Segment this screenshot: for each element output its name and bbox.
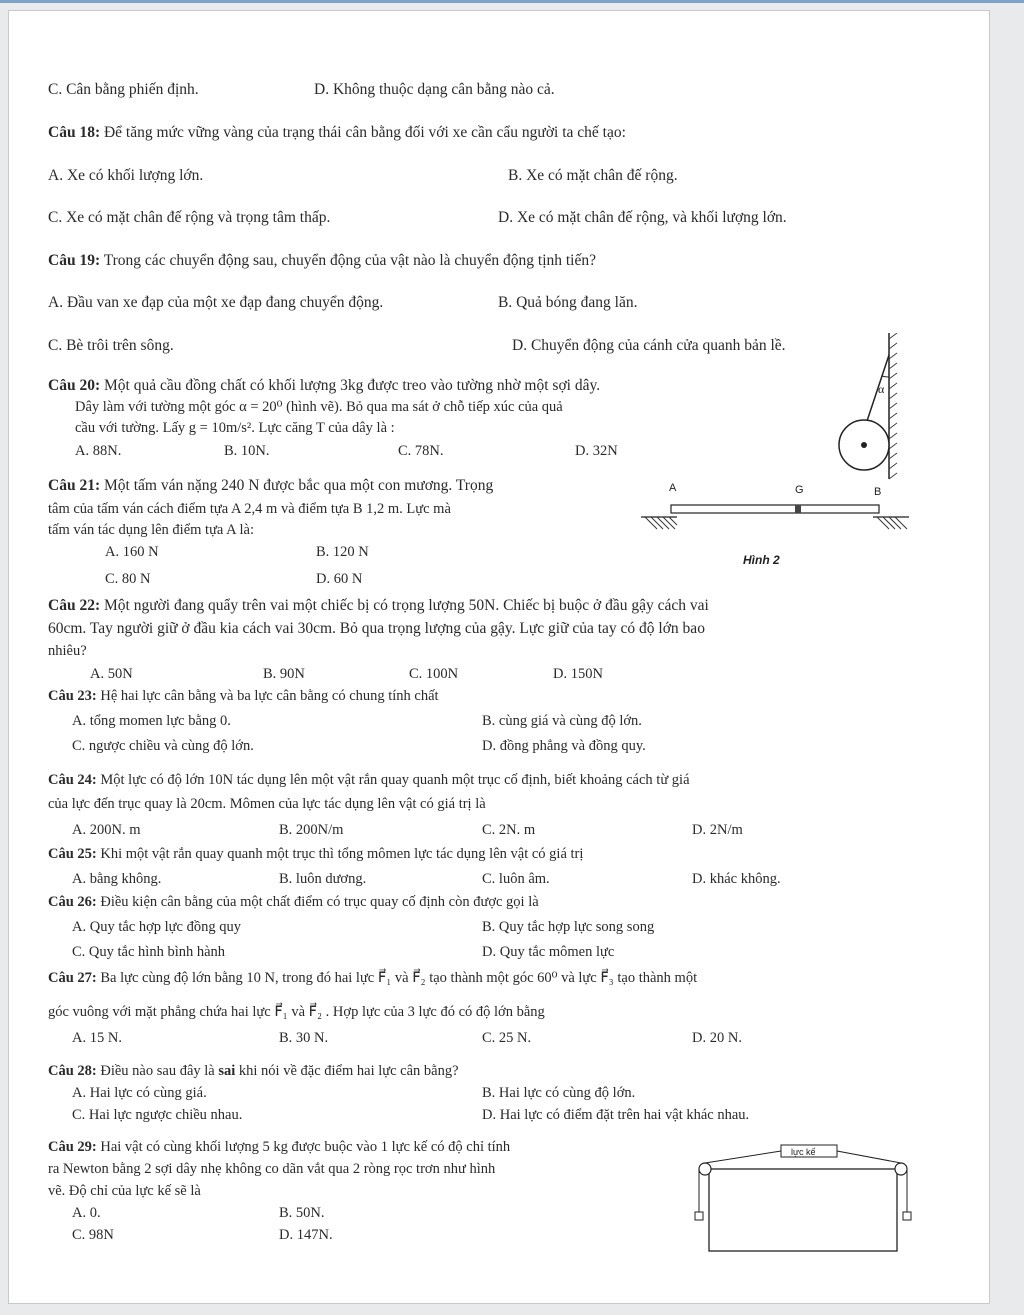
question-21 — [48, 477, 493, 495]
question-number: Câu 21: — [48, 477, 101, 494]
question-number: Câu 18: — [48, 124, 101, 141]
support-a-label: A — [669, 482, 677, 494]
q25-option-d: D. khác không. — [692, 871, 781, 887]
question-20 — [48, 377, 600, 395]
q27-option-c: C. 25 N. — [482, 1030, 532, 1046]
q22-text-line2: 60cm. Tay người giữ ở đầu kia cách vai 30cm. Bỏ qua trọng lượng của gậy. Lực giữ của tay có độ lớn bao — [48, 620, 705, 637]
q28-option-b: B. Hai lực có cùng độ lớn. — [482, 1085, 636, 1101]
q21-figure-plank — [637, 477, 911, 569]
q21-option-b: B. 120 N — [316, 544, 369, 560]
q29-figure-pulleys — [687, 1137, 917, 1255]
question-number: Câu 26: — [48, 894, 97, 910]
question-text: Một tấm ván nặng 240 N được bắc qua một con mương. Trọng — [103, 477, 494, 494]
q22-text-line3: nhiêu? — [48, 643, 87, 659]
q24-text-line2: của lực đến trục quay là 20cm. Mômen của lực tác dụng lên vật có giá trị là — [48, 796, 486, 812]
question-26 — [48, 893, 539, 911]
question-text: Ba lực cùng độ lớn bằng 10 N, trong đó hai lực F⃗₁ và F⃗₂ tạo thành một góc 60⁰ và lực F⃗₃ tạo thành một — [100, 970, 698, 986]
q27-option-b: B. 30 N. — [279, 1030, 329, 1046]
q23-option-d: D. đồng phẳng và đồng quy. — [482, 738, 646, 754]
question-text: Để tăng mức vững vàng của trạng thái cân bằng đối với xe cần cẩu người ta chế tạo: — [103, 124, 626, 141]
q29-option-a: A. 0. — [72, 1205, 101, 1221]
question-28 — [48, 1062, 459, 1080]
q18-option-a: A. Xe có khối lượng lớn. — [48, 167, 204, 184]
question-22 — [48, 597, 709, 615]
question-text-emphasis: sai — [218, 1063, 236, 1079]
support-b-label: B — [874, 486, 882, 498]
q21-text-line3: tấm ván tác dụng lên điểm tựa A là: — [48, 522, 254, 538]
q28-option-c: C. Hai lực ngược chiều nhau. — [72, 1107, 243, 1123]
q29-option-c: C. 98N — [72, 1227, 114, 1243]
q20-figure-ball-on-wall — [827, 333, 907, 481]
q18-option-b: B. Xe có mặt chân đế rộng. — [508, 167, 678, 184]
q29-option-b: B. 50N. — [279, 1205, 325, 1221]
question-number: Câu 25: — [48, 846, 97, 862]
q29-text-line2: ra Newton bằng 2 sợi dây nhẹ không co dãn vắt qua 2 ròng rọc trơn như hình — [48, 1161, 496, 1177]
q20-text-line3: cầu với tường. Lấy g = 10m/s². Lực căng T của dây là : — [75, 420, 395, 436]
question-number: Câu 19: — [48, 252, 101, 269]
q18-option-c: C. Xe có mặt chân đế rộng và trọng tâm thấp. — [48, 209, 331, 226]
q28-option-a: A. Hai lực có cùng giá. — [72, 1085, 207, 1101]
q21-option-c: C. 80 N — [105, 571, 151, 587]
q25-option-b: B. luôn dương. — [279, 871, 367, 887]
q26-option-b: B. Quy tắc hợp lực song song — [482, 919, 655, 935]
question-number: Câu 22: — [48, 597, 101, 614]
q20-option-d: D. 32N — [575, 443, 618, 459]
q19-option-c: C. Bè trôi trên sông. — [48, 337, 174, 354]
q21-option-a: A. 160 N — [105, 544, 159, 560]
q20-option-a: A. 88N. — [75, 443, 122, 459]
spring-scale-label: lực kế — [791, 1147, 816, 1157]
q28-option-d: D. Hai lực có điểm đặt trên hai vật khác nhau. — [482, 1107, 750, 1123]
q29-option-d: D. 147N. — [279, 1227, 333, 1243]
question-19 — [48, 252, 596, 270]
q27-option-d: D. 20 N. — [692, 1030, 742, 1046]
q24-option-a: A. 200N. m — [72, 822, 141, 838]
q23-option-a: A. tổng momen lực bằng 0. — [72, 713, 231, 729]
q29-text-line3: vẽ. Độ chỉ của lực kế sẽ là — [48, 1183, 201, 1199]
question-18 — [48, 124, 626, 142]
q22-option-c: C. 100N — [409, 666, 459, 682]
question-text: Trong các chuyển động sau, chuyển động của vật nào là chuyển động tịnh tiến? — [103, 252, 597, 269]
q17-option-c: C. Cân bằng phiến định. — [48, 81, 199, 98]
question-text: Hai vật có cùng khối lượng 5 kg được buộc vào 1 lực kế có độ chỉ tính — [100, 1139, 511, 1155]
question-number: Câu 28: — [48, 1063, 97, 1079]
q27-text-line2: góc vuông với mặt phẳng chứa hai lực F⃗₁ và F⃗₂ . Hợp lực của 3 lực đó có độ lớn bằng — [48, 1004, 545, 1020]
question-number: Câu 27: — [48, 970, 97, 986]
question-text: Một người đang quẩy trên vai một chiếc bị có trọng lượng 50N. Chiếc bị buộc ở đầu gậy cách vai — [103, 597, 709, 614]
q22-option-b: B. 90N — [263, 666, 305, 682]
question-text: Hệ hai lực cân bằng và ba lực cân bằng có chung tính chất — [100, 688, 439, 704]
question-text-pre: Điều nào sau đây là — [100, 1063, 219, 1079]
question-23 — [48, 687, 439, 705]
window-top-accent — [0, 0, 1024, 3]
q23-option-b: B. cùng giá và cùng độ lớn. — [482, 713, 642, 729]
question-text: Điều kiện cân bằng của một chất điểm có trục quay cố định còn được gọi là — [100, 894, 539, 910]
q21-option-d: D. 60 N — [316, 571, 363, 587]
question-number: Câu 23: — [48, 688, 97, 704]
question-number: Câu 24: — [48, 772, 97, 788]
q19-option-b: B. Quả bóng đang lăn. — [498, 294, 638, 311]
document-page — [8, 10, 990, 1304]
q26-option-a: A. Quy tắc hợp lực đồng quy — [72, 919, 241, 935]
question-text: Một quả cầu đồng chất có khối lượng 3kg được treo vào tường nhờ một sợi dây. — [103, 377, 601, 394]
q19-option-a: A. Đầu van xe đạp của một xe đạp đang chuyển động. — [48, 294, 384, 311]
q24-option-d: D. 2N/m — [692, 822, 743, 838]
q20-text-line2: Dây làm với tường một góc α = 20⁰ (hình vẽ). Bỏ qua ma sát ở chỗ tiếp xúc của quả — [75, 399, 563, 415]
q26-option-d: D. Quy tắc mômen lực — [482, 944, 615, 960]
q27-option-a: A. 15 N. — [72, 1030, 122, 1046]
q20-option-b: B. 10N. — [224, 443, 270, 459]
question-number: Câu 29: — [48, 1139, 97, 1155]
q23-option-c: C. ngược chiều và cùng độ lớn. — [72, 738, 254, 754]
q19-option-d: D. Chuyển động của cánh cửa quanh bản lề. — [512, 337, 786, 354]
q24-option-c: C. 2N. m — [482, 822, 536, 838]
q21-text-line2: tâm của tấm ván cách điểm tựa A 2,4 m và điểm tựa B 1,2 m. Lực mà — [48, 501, 451, 517]
q24-option-b: B. 200N/m — [279, 822, 344, 838]
q20-option-c: C. 78N. — [398, 443, 444, 459]
q22-option-a: A. 50N — [90, 666, 133, 682]
figure-caption: Hình 2 — [743, 553, 780, 567]
question-text: Một lực có độ lớn 10N tác dụng lên một vật rắn quay quanh một trục cố định, biết khoảng cách từ giá — [100, 772, 690, 788]
q18-option-d: D. Xe có mặt chân đế rộng, và khối lượng lớn. — [498, 209, 787, 226]
question-24 — [48, 771, 690, 789]
q17-option-d: D. Không thuộc dạng cân bằng nào cả. — [314, 81, 555, 98]
alpha-label: α — [878, 382, 885, 396]
q25-option-c: C. luôn âm. — [482, 871, 550, 887]
q25-option-a: A. bằng không. — [72, 871, 162, 887]
center-g-label: G — [795, 484, 804, 496]
question-27 — [48, 969, 697, 987]
q26-option-c: C. Quy tắc hình bình hành — [72, 944, 226, 960]
question-text-post: khi nói về đặc điểm hai lực cân bằng? — [235, 1063, 459, 1079]
question-25 — [48, 845, 583, 863]
q22-option-d: D. 150N — [553, 666, 603, 682]
question-number: Câu 20: — [48, 377, 101, 394]
question-text: Khi một vật rắn quay quanh một trục thì tổng mômen lực tác dụng lên vật có giá trị — [100, 846, 584, 862]
question-29 — [48, 1138, 510, 1156]
